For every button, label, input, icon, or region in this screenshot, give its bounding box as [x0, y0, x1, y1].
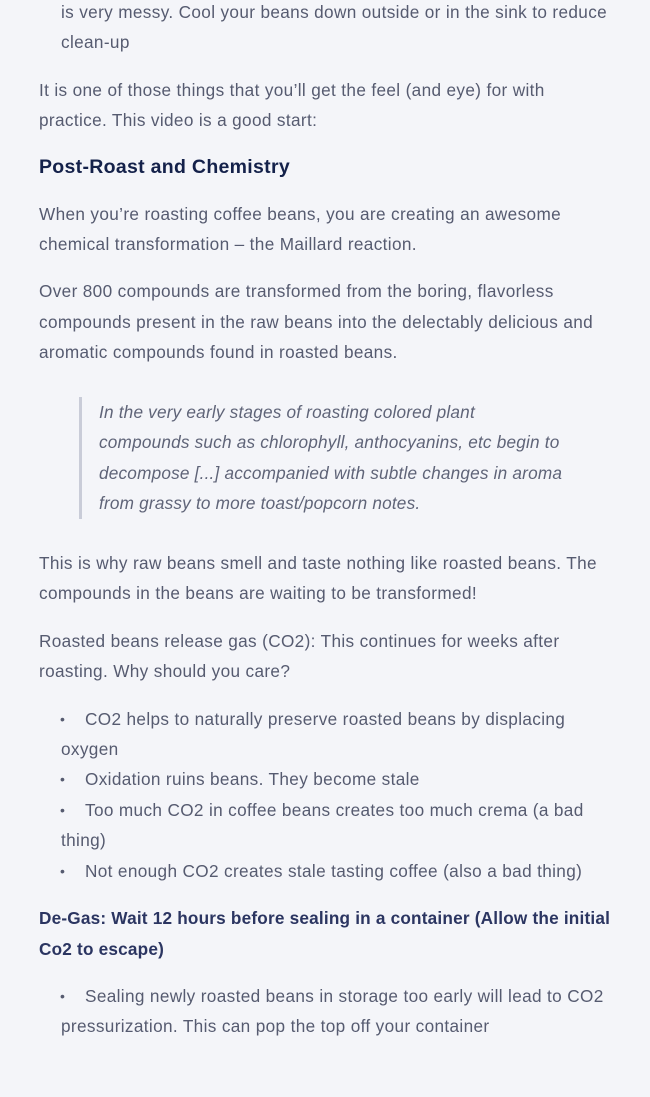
- list-item: [39, 981, 613, 1042]
- compounds-paragraph: Over 800 compounds are transformed from the boring, flavorless compounds present in the raw beans into the delectably delicious and aromatic compounds found in roasted beans.: [39, 281, 594, 363]
- chemistry-quote: [79, 397, 569, 519]
- bullet-icon: •: [60, 801, 66, 818]
- bullet-icon: •: [60, 771, 66, 788]
- list-item: [39, 764, 613, 794]
- raw-beans-paragraph: This is why raw beans smell and taste nothing like roasted beans. The compounds in the beans are waiting to be transformed!: [39, 553, 597, 604]
- co2-effects-list: [39, 704, 613, 886]
- bullet-icon: •: [60, 710, 66, 727]
- degas-list: [39, 981, 613, 1042]
- list-item: [39, 704, 613, 765]
- bullet-icon: •: [60, 987, 66, 1004]
- list-item: [39, 856, 613, 886]
- intro-paragraph: It is one of those things that you’ll get the feel (and eye) for with practice. This video is a good start:: [39, 79, 545, 131]
- list-item-text: Oxidation ruins beans. They become stale: [85, 769, 420, 790]
- quote-text: In the very early stages of roasting colored plant compounds such as chlorophyll, anthocyanins, etc begin to decompose [...] accompanied with subtle changes in aroma from grassy to more toast/popcorn notes.: [99, 401, 563, 514]
- list-item-text: Too much CO2 in coffee beans creates too much crema (a bad thing): [61, 799, 584, 851]
- section-heading: Post-Roast and Chemistry: [39, 155, 290, 178]
- list-item: [39, 795, 613, 856]
- maillard-paragraph: When you’re roasting coffee beans, you are creating an awesome chemical transformation – the Maillard reaction.: [39, 203, 562, 255]
- degas-heading: De-Gas: Wait 12 hours before sealing in a container (Allow the initial Co2 to escape): [39, 908, 611, 959]
- article-body: [39, 0, 613, 1042]
- list-item-text: Not enough CO2 creates stale tasting coffee (also a bad thing): [85, 860, 583, 881]
- list-item-text: is very messy. Cool your beans down outside or in the sink to reduce clean-up: [61, 2, 608, 53]
- list-item-text: Sealing newly roasted beans in storage too early will lead to CO2 pressurization. This can pop the top off your container: [61, 985, 604, 1037]
- co2-paragraph: Roasted beans release gas (CO2): This continues for weeks after roasting. Why should you care?: [39, 630, 560, 682]
- cooling-tips-list: [39, 0, 613, 58]
- bullet-icon: •: [60, 862, 66, 879]
- list-item-text: CO2 helps to naturally preserve roasted beans by displacing oxygen: [61, 708, 566, 760]
- list-item: [39, 0, 613, 58]
